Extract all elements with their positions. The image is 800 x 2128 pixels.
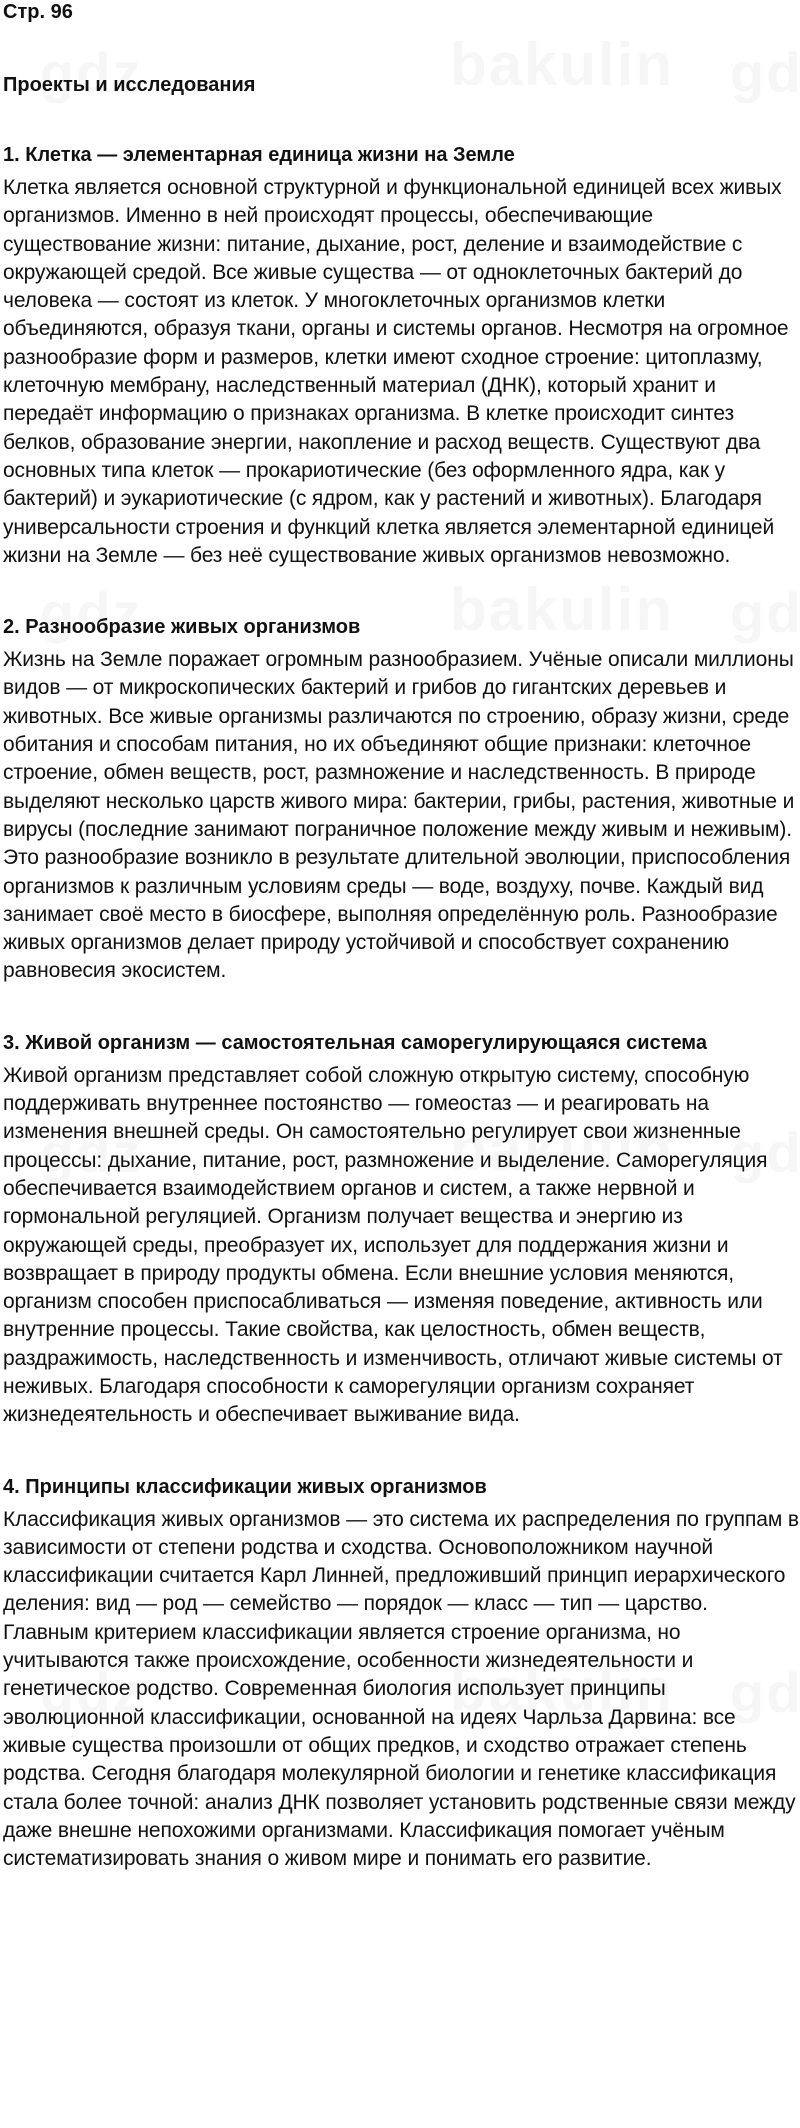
section-organism bbox=[3, 1030, 800, 1430]
page-title: Проекты и исследования bbox=[3, 74, 256, 96]
section-body: Живой организм представляет собой сложную открытую систему, способную поддерживать внутреннее постоянство — гомеостаз — и реагировать на изменения внешней среды. Он самостоятельно регулирует свои жизненные процессы: дыхание, питание, рост, размножение и выделение. Саморегуляция обеспечивается взаимодействием органов и систем, а также нервной и гормональной регуляцией. Организм получает вещества и энергию из окружающей среды, преобразует их, использует для поддержания жизни и возвращает в природу продукты обмена. Если внешние условия меняются, организм способен приспосабливаться — изменяя поведение, активность или внутренние процессы. Такие свойства, как целостность, обмен веществ, раздражимость, наследственность и изменчивость, отличают живые системы от неживых. Благодаря способности к саморегуляции организм сохраняет жизнедеятельность и обеспечивает выживание вида. bbox=[3, 1063, 783, 1427]
section-heading: 2. Разнообразие живых организмов bbox=[3, 616, 361, 639]
section-diversity bbox=[3, 614, 800, 986]
section-heading: 4. Принципы классификации живых организмов bbox=[3, 1475, 487, 1498]
section-cell bbox=[3, 142, 800, 570]
section-body: Классификация живых организмов — это система их распределения по группам в зависимости от степени родства и сходства. Основоположником научной классификации считается Карл Линней, предложивший принцип иерархического деления: вид — род — семейство — порядок — класс — тип — царство. Главным критерием классификации является строение организма, но учитываются также происхождение, особенности жизнедеятельности и генетическое родство. Современная биология использует принципы эволюционной классификации, основанной на идеях Чарльза Дарвина: все живые существа произошли от общих предков, и сходство отражает степень родства. Сегодня благодаря молекулярной биологии и генетике классификация стала более точной: анализ ДНК позволяет установить родственные связи между даже внешне непохожими организмами. Классификация помогает учёным систематизировать знания о живом мире и понимать его развитие. bbox=[3, 1507, 799, 1871]
section-heading: 3. Живой организм — самостоятельная саморегулирующаяся система bbox=[3, 1031, 707, 1054]
section-classification bbox=[3, 1474, 800, 1874]
section-body: Жизнь на Земле поражает огромным разнообразием. Учёные описали миллионы видов — от микроскопических бактерий и грибов до гигантских деревьев и животных. Все живые организмы различаются по строению, образу жизни, среде обитания и способам питания, но их объединяют общие признаки: клеточное строение, обмен веществ, рост, размножение и наследственность. В природе выделяют несколько царств живого мира: бактерии, грибы, растения, животные и вирусы (последние занимают пограничное положение между живым и неживым). Это разнообразие возникло в результате длительной эволюции, приспособления организмов к различным условиям среды — воде, воздуху, почве. Каждый вид занимает своё место в биосфере, выполняя определённую роль. Разнообразие живых организмов делает природу устойчивой и способствует сохранению равновесия экосистем. bbox=[3, 648, 795, 983]
page-content bbox=[3, 0, 800, 1873]
page-number-header: Стр. 96 bbox=[3, 1, 73, 23]
section-body: Клетка является основной структурной и функциональной единицей всех живых организмов. Именно в ней происходят процессы, обеспечивающие существование жизни: питание, дыхание, рост, деление и взаимодействие с окружающей средой. Все живые существа — от одноклеточных бактерий до человека — состоят из клеток. У многоклеточных организмов клетки объединяются, образуя ткани, органы и системы органов. Несмотря на огромное разнообразие форм и размеров, клетки имеют сходное строение: цитоплазму, клеточную мембрану, наследственный материал (ДНК), который хранит и передаёт информацию о признаках организма. В клетке происходит синтез белков, образование энергии, накопление и расход веществ. Существуют два основных типа клеток — прокариотические (без оформленного ядра, как у бактерий) и эукариотические (с ядром, как у растений и животных). Благодаря универсальности строения и функций клетка является элементарной единицей жизни на Земле — без неё существование живых организмов невозможно. bbox=[3, 176, 789, 567]
section-heading: 1. Клетка — элементарная единица жизни на Земле bbox=[3, 144, 515, 166]
